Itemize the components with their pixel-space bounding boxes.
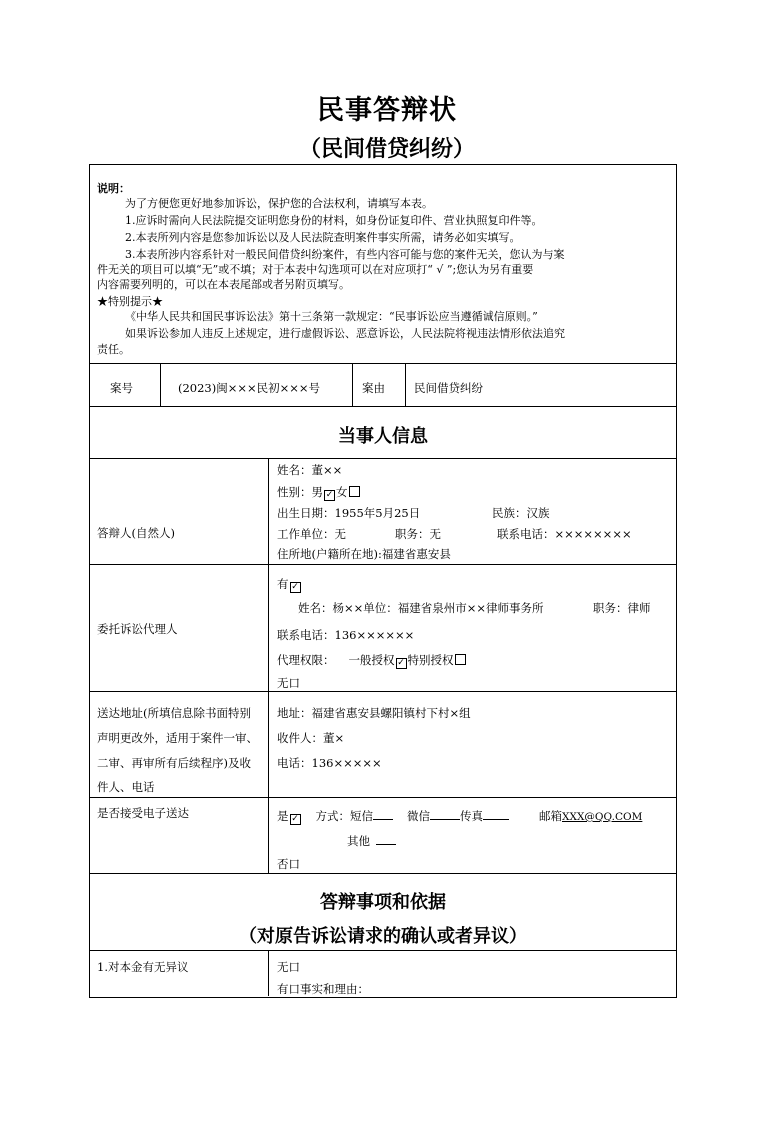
agent-has-checkbox[interactable]: ✓ [291, 582, 299, 592]
row-divider [89, 406, 677, 407]
service-address[interactable]: 地址：福建省惠安县螺阳镇村下村×组 [277, 706, 471, 720]
authority-general-label: 一般授权 [348, 653, 395, 667]
agent-has[interactable] [277, 577, 302, 592]
electronic-options[interactable] [277, 808, 642, 824]
case-number-label: 案号 [110, 381, 133, 395]
agent-authority[interactable] [277, 653, 467, 668]
gender-female-checkbox[interactable] [349, 486, 360, 497]
defense-section-subtitle: （对原告诉讼请求的确认或者异议） [239, 926, 527, 947]
row-divider [89, 950, 677, 951]
row-divider [89, 564, 677, 565]
other-label: 其他 [347, 834, 370, 848]
service-label-line: 送达地址(所填信息除书面特别 [97, 706, 251, 720]
service-label-line: 声明更改外，适用于案件一审、 [97, 731, 258, 745]
case-cause-label: 案由 [362, 381, 385, 395]
col-divider [160, 363, 161, 406]
authority-general-checkbox[interactable]: ✓ [397, 658, 405, 668]
agent-label: 委托诉讼代理人 [97, 622, 178, 636]
electronic-no[interactable]: 否口 [277, 857, 300, 871]
notes-line: 2.本表所列内容是您参加诉讼以及人民法院查明案件事实所需，请务必如实填写。 [125, 231, 521, 244]
wechat-field[interactable] [430, 808, 460, 820]
service-label-line: 件人、电话 [97, 780, 155, 794]
defendant-position[interactable]: 职务：无 [395, 527, 441, 541]
defendant-label: 答辩人(自然人) [97, 526, 175, 540]
electronic-label: 是否接受电子送达 [97, 806, 189, 820]
agent-has-label: 有 [277, 577, 289, 591]
party-section-title: 当事人信息 [338, 426, 428, 447]
item1-has[interactable]: 有口事实和理由： [277, 982, 369, 996]
gender-female-label: 女 [336, 485, 348, 499]
gender-male-checkbox[interactable]: ✓ [325, 490, 334, 500]
sms-label: 方式：短信 [315, 809, 373, 823]
special-notice-heading: ★特别提示★ [97, 295, 163, 308]
authority-special-label: 特别授权 [407, 653, 454, 667]
email-label: 邮箱 [539, 809, 562, 823]
defendant-ethnicity[interactable]: 民族：汉族 [492, 506, 550, 520]
document-title: 民事答辩状 [317, 95, 457, 126]
defendant-phone[interactable]: 联系电话：×××××××× [497, 527, 632, 541]
special-notice-line: 责任。 [97, 343, 130, 356]
defense-section-title: 答辩事项和依据 [320, 892, 446, 913]
other-field[interactable] [376, 833, 396, 845]
col-divider [352, 363, 353, 406]
notes-line: 为了方便您更好地参加诉讼，保护您的合法权利，请填写本表。 [125, 197, 433, 210]
agent-position[interactable]: 职务：律师 [593, 601, 651, 615]
agent-name-unit[interactable]: 姓名：杨××单位：福建省泉州市××律师事务所 [298, 601, 544, 615]
document-subtitle: （民间借贷纠纷） [298, 136, 475, 162]
authority-label: 代理权限： [277, 653, 335, 667]
defendant-gender[interactable] [277, 485, 361, 500]
notes-line: 内容需要列明的，可以在本表尾部或者另附页填写。 [97, 278, 350, 291]
notes-line: 3.本表所涉内容系针对一般民间借贷纠纷案件，有些内容可能与您的案件无关，您认为与案 [125, 248, 565, 261]
row-divider [89, 797, 677, 798]
electronic-yes-label: 是 [277, 809, 289, 823]
authority-special-checkbox[interactable] [455, 654, 466, 665]
row-divider [89, 458, 677, 459]
special-notice-line: 《中华人民共和国民事诉讼法》第十三条第一款规定：“民事诉讼应当遵循诚信原则。” [125, 310, 538, 323]
wechat-label: 微信 [407, 809, 430, 823]
case-cause-value[interactable]: 民间借贷纠纷 [414, 381, 483, 395]
agent-phone[interactable]: 联系电话：136×××××× [277, 628, 415, 642]
service-phone[interactable]: 电话：136××××× [277, 756, 382, 770]
notes-line: 1.应诉时需向人民法院提交证明您身份的材料，如身份证复印件、营业执照复印件等。 [125, 214, 543, 227]
fax-label: 传真 [460, 809, 483, 823]
case-number-value[interactable]: (2023)闽×××民初×××号 [178, 381, 321, 395]
notes-line: 件无关的项目可以填“无”或不填；对于本表中勾选项可以在对应项打“ √ ”;您认为另有重要 [97, 263, 534, 276]
special-notice-line: 如果诉讼参加人违反上述规定，进行虚假诉讼、恶意诉讼，人民法院将视违法情形依法追究 [125, 327, 565, 340]
defendant-name[interactable]: 姓名：董×× [277, 463, 343, 477]
email-value[interactable]: XXX@QQ.COM [562, 811, 643, 823]
item1-label: 1.对本金有无异议 [97, 960, 189, 974]
defendant-residence[interactable]: 住所地(户籍所在地):福建省惠安县 [277, 547, 451, 561]
service-recipient[interactable]: 收件人：董× [277, 731, 345, 745]
defendant-birth[interactable]: 出生日期：1955年5月25日 [277, 506, 421, 520]
row-divider [89, 873, 677, 874]
row-divider [89, 691, 677, 692]
electronic-other[interactable] [347, 833, 396, 848]
defendant-employer[interactable]: 工作单位：无 [277, 527, 346, 541]
sms-field[interactable] [373, 808, 393, 820]
agent-none[interactable]: 无口 [277, 676, 300, 690]
row-divider [89, 363, 677, 364]
service-label-line: 二审、再审所有后续程序)及收 [97, 756, 251, 770]
item1-none[interactable]: 无口 [277, 960, 300, 974]
col-divider [268, 950, 269, 996]
notes-heading: 说明： [97, 182, 130, 195]
col-divider [268, 458, 269, 873]
col-divider [405, 363, 406, 406]
electronic-yes-checkbox[interactable]: ✓ [291, 814, 299, 824]
fax-field[interactable] [483, 808, 509, 820]
gender-male-label: 性别：男 [277, 485, 323, 499]
